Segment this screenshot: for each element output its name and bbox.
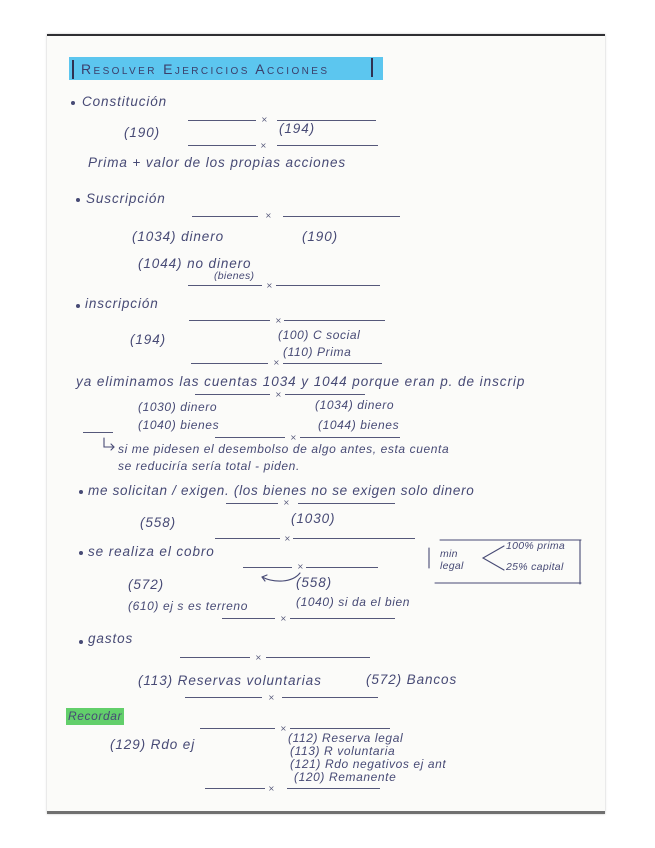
- entry-separator: ×: [265, 211, 272, 220]
- entry-line: [283, 216, 400, 217]
- entry-line: [282, 697, 378, 698]
- entry-separator: ×: [283, 498, 290, 507]
- debit-account: (129) Rdo ej: [110, 737, 196, 752]
- entry-line: [215, 538, 280, 539]
- margin-line: [83, 432, 113, 433]
- entry-separator: ×: [260, 141, 267, 150]
- entry-line: [276, 285, 380, 286]
- credit-account: (194): [279, 121, 316, 136]
- entry-line: [300, 437, 400, 438]
- section-heading-inscripcion: inscripción: [85, 296, 159, 311]
- debit-account: (558): [140, 515, 177, 530]
- hook-arrow-icon: [101, 437, 117, 451]
- entry-line: [283, 363, 382, 364]
- entry-line: [266, 657, 370, 658]
- credit-account: (1044) bienes: [318, 418, 400, 432]
- section-note: Prima + valor de los propias acciones: [88, 155, 347, 170]
- debit-account: (1044) no dinero: [138, 256, 252, 271]
- legal-box-label: min: [440, 548, 458, 560]
- credit-account: (190): [302, 229, 339, 244]
- entry-line: [290, 618, 395, 619]
- bullet: [76, 198, 80, 202]
- entry-separator: ×: [290, 433, 297, 442]
- credit-account: (1034) dinero: [315, 398, 395, 412]
- credit-account: (110) Prima: [283, 345, 352, 359]
- entry-line: [222, 618, 275, 619]
- entry-separator: ×: [261, 115, 268, 124]
- debit-account: (194): [130, 332, 167, 347]
- credit-account: (100) C social: [278, 328, 361, 342]
- entry-line: [306, 567, 378, 568]
- entry-line: [192, 216, 258, 217]
- entry-separator: ×: [275, 316, 282, 325]
- entry-line: [188, 145, 256, 146]
- section-heading-recordar: Recordar: [68, 709, 123, 723]
- entry-separator: ×: [266, 281, 273, 290]
- entry-separator: ×: [280, 724, 287, 733]
- credit-account: (558): [296, 575, 333, 590]
- section-heading-constitucion: Constitución: [82, 94, 168, 109]
- entry-line: [205, 788, 265, 789]
- credit-account: (121) Rdo negativos ej ant: [290, 757, 447, 771]
- entry-line: [284, 320, 385, 321]
- section-heading-cobro: se realiza el cobro: [88, 544, 215, 559]
- entry-line: [290, 728, 390, 729]
- debit-account: (1030) dinero: [138, 400, 218, 414]
- entry-line: [195, 394, 270, 395]
- debit-account: (1034) dinero: [132, 229, 225, 244]
- entry-line: [200, 728, 275, 729]
- bullet: [79, 640, 83, 644]
- entry-separator: ×: [255, 653, 262, 662]
- entry-line: [189, 320, 270, 321]
- credit-account: (1030): [291, 511, 336, 526]
- entry-line: [191, 363, 268, 364]
- title-left-bar: [72, 60, 74, 79]
- entry-separator: ×: [268, 784, 275, 793]
- legal-box-item: 100% prima: [506, 540, 566, 552]
- bullet: [79, 490, 83, 494]
- entry-separator: ×: [284, 534, 291, 543]
- entry-line: [277, 145, 378, 146]
- section-heading-gastos: gastos: [88, 631, 134, 646]
- entry-line: [287, 788, 380, 789]
- entry-line: [226, 503, 278, 504]
- legal-box-item: 25% capital: [506, 561, 564, 573]
- entry-line: [188, 120, 256, 121]
- remark-line: si me pidesen el desembolso de algo antes, esta cuenta: [118, 442, 450, 456]
- entry-line: [285, 394, 365, 395]
- debit-account: (572): [128, 577, 165, 592]
- title-right-bar: [371, 58, 373, 77]
- credit-account: (120) Remanente: [294, 770, 397, 784]
- debit-account: (610) ej s es terreno: [128, 599, 248, 613]
- page-title: Resolver Ejercicios Acciones: [81, 61, 330, 77]
- bullet: [71, 101, 75, 105]
- entry-line: [180, 657, 250, 658]
- entry-separator: ×: [273, 358, 280, 367]
- debit-account: (190): [124, 125, 161, 140]
- section-heading-solicitud: me solicitan / exigen. (los bienes no se exigen solo dinero: [88, 483, 475, 498]
- entry-line: [298, 503, 395, 504]
- entry-line: [185, 697, 262, 698]
- credit-account: (1040) si da el bien: [296, 595, 411, 609]
- bullet: [76, 304, 80, 308]
- debit-detail: (bienes): [214, 270, 255, 282]
- legal-box-label: legal: [440, 560, 464, 572]
- entry-separator: ×: [280, 614, 287, 623]
- credit-account: (572) Bancos: [366, 672, 458, 687]
- section-heading-suscripcion: Suscripción: [86, 191, 166, 206]
- section-note: ya eliminamos las cuentas 1034 y 1044 porque eran p. de inscrip: [76, 374, 526, 389]
- credit-account: (112) Reserva legal: [288, 731, 404, 745]
- credit-account: (113) R voluntaria: [290, 744, 396, 758]
- entry-separator: ×: [268, 693, 275, 702]
- entry-separator: ×: [275, 390, 282, 399]
- entry-line: [293, 538, 415, 539]
- entry-separator: ×: [297, 562, 304, 571]
- entry-line: [188, 285, 262, 286]
- debit-account: (1040) bienes: [138, 418, 220, 432]
- remark-line: se reduciría sería total - piden.: [118, 459, 300, 473]
- entry-line: [215, 437, 285, 438]
- bullet: [79, 551, 83, 555]
- debit-account: (113) Reservas voluntarias: [138, 673, 322, 688]
